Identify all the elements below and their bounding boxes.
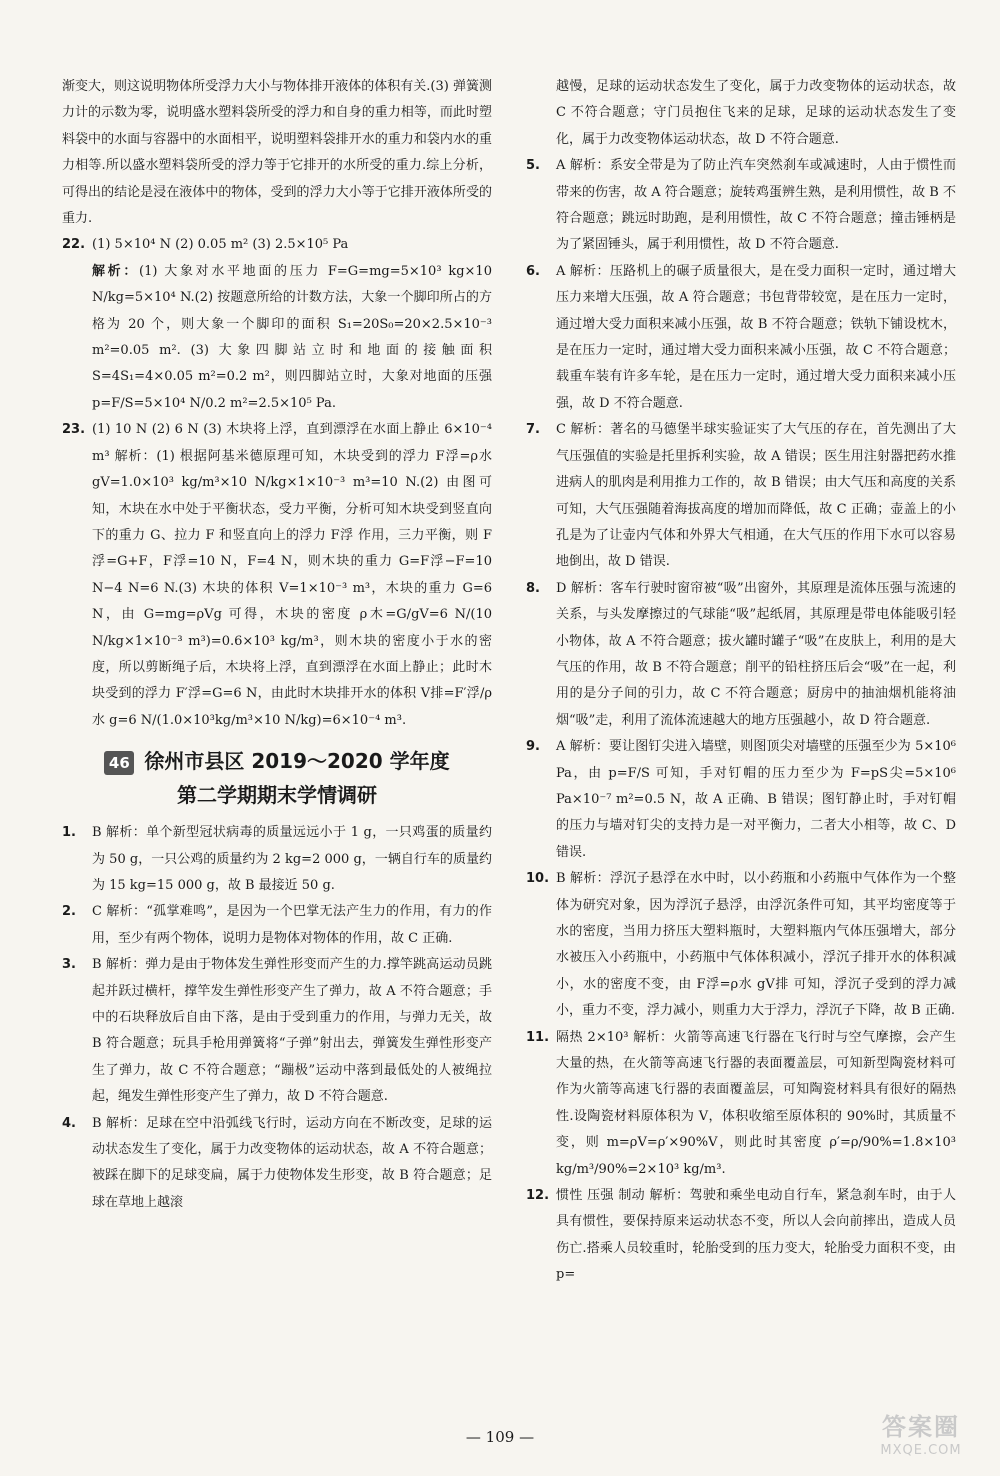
watermark-logo	[856, 1412, 986, 1468]
answer-item-4	[62, 1111, 492, 1217]
item-number: 22.	[62, 237, 86, 253]
item-text: 隔热 2×10³ 解析：火箭等高速飞行器在飞行时与空气摩擦，会产生大量的热，在火箭等高速飞行器的表面覆盖层，可知新型陶瓷材料可作为火箭等高速飞行器的表面覆盖层，可知陶瓷材料具有很好的隔热性.设陶瓷材料原体积为 V，体积收缩至原体积的 90%时，其质量不变，则 m=ρV=ρ′×90%V，则此时其密度 ρ′=ρ/90%=1.8×10³ kg/m³/90%=2×10³ kg/m³.	[556, 1029, 956, 1177]
analysis-text: (1) 大象对水平地面的压力 F=G=mg=5×10³ kg×10 N/kg=5×10⁴ N.(2) 按题意所给的计数方法，大象一个脚印所占的方格为 20 个，则大象一个脚印的面积 S₁=20S₀=20×2.5×10⁻³ m²=0.05 m². (3) 大象四脚站立时和地面的接触面积 S=4S₁=4×0.05 m²=0.2 m²，则四脚站立时，大象对地面的压强 p=F/S=5×10⁴ N/0.2 m²=2.5×10⁵ Pa.	[92, 263, 492, 411]
left-column	[62, 74, 492, 1216]
section-title-line2: 第二学期期末学情调研	[177, 783, 377, 808]
answer-item-22	[62, 232, 492, 258]
section-title-line1: 46 徐州市县区 2019～2020 学年度	[62, 744, 492, 778]
section-heading	[62, 744, 492, 812]
answer-item-9	[526, 734, 956, 866]
answer-item-10	[526, 866, 956, 1024]
answer-item-23	[62, 417, 492, 734]
item-text: 惯性 压强 制动 解析：驾驶和乘坐电动自行车，紧急刹车时，由于人具有惯性，要保持原来运动状态不变，所以人会向前摔出，造成人员伤亡.搭乘人员较重时，轮胎受到的压力变大，轮胎受力面积不变，由 p=	[556, 1188, 956, 1283]
item-text: B 解析：单个新型冠状病毒的质量远远小于 1 g，一只鸡蛋的质量约为 50 g，一只公鸡的质量约为 2 kg=2 000 g，一辆自行车的质量约为 15 kg=15 000 g，故 B 最接近 50 g.	[92, 825, 492, 893]
answer-item-5	[526, 153, 956, 259]
item-text: (1) 5×10⁴ N (2) 0.05 m² (3) 2.5×10⁵ Pa	[92, 237, 349, 253]
item-number: 1.	[62, 825, 76, 841]
right-column	[526, 74, 956, 1289]
item-number: 10.	[526, 871, 550, 887]
answer-item-2	[62, 899, 492, 952]
answer-item-12	[526, 1183, 956, 1289]
item-number: 12.	[526, 1188, 550, 1204]
item-text: A 解析：系安全带是为了防止汽车突然刹车或减速时，人由于惯性而带来的伤害，故 A 符合题意；旋转鸡蛋辨生熟，是利用惯性，故 B 不符合题意；跳远时助跑，是利用惯性，故 C 不符合题意；撞击锤柄是为了紧固锤头，属于利用惯性，故 D 不符合题意.	[556, 158, 956, 253]
item-text: C 解析：著名的马德堡半球实验证实了大气压的存在，首先测出了大气压强值的实验是托里拆利实验，故 A 错误；医生用注射器把药水推进病人的肌肉是利用推力工作的，故 B 错误；由大气压和高度的关系可知，大气压强随着海拔高度的增加而降低，故 C 正确；壶盖上的小孔是为了让壶内气体和外界大气相通，在大气压的作用下水可以容易地倒出，故 D 错误.	[556, 422, 956, 570]
item-text: A 解析：压路机上的碾子质量很大，是在受力面积一定时，通过增大压力来增大压强，故 A 符合题意；书包背带较宽，是在压力一定时，通过增大受力面积来减小压强，故 B 不符合题意；铁轨下铺设枕木，是在压力一定时，通过增大受力面积来减小压强，故 C 不符合题意；载重车装有许多车轮，是在压力一定时，通过增大受力面积来减小压强，故 D 不符合题意.	[556, 263, 956, 411]
item-text: B 解析：浮沉子悬浮在水中时，以小药瓶和小药瓶中气体作为一个整体为研究对象，因为浮沉子悬浮，由浮沉条件可知，其平均密度等于水的密度，当用力挤压大塑料瓶时，大塑料瓶内气体压强增大，部分水被压入小药瓶中，小药瓶中气体体积减小，浮沉子排开水的体积减小，水的密度不变，由 F浮=ρ水 gV排 可知，浮沉子受到的浮力减小，重力不变，浮力减小，则重力大于浮力，浮沉子下降，故 B 正确.	[556, 871, 956, 1019]
item-number: 11.	[526, 1029, 550, 1045]
item-text: B 解析：足球在空中沿弧线飞行时，运动方向在不断改变，足球的运动状态发生了变化，属于力改变物体的运动状态，故 A 不符合题意；被踩在脚下的足球变扁，属于力使物体发生形变，故 B 符合题意；足球在草地上越滚	[92, 1115, 492, 1210]
item-number: 9.	[526, 739, 540, 755]
watermark-url: MXQE.COM	[880, 1443, 962, 1458]
item-number: 7.	[526, 422, 540, 438]
continued-paragraph: 越慢，足球的运动状态发生了变化，属于力改变物体的运动状态，故 C 不符合题意；守门员抱住飞来的足球，足球的运动状态发生了变化，属于力改变物体运动状态，故 D 不符合题意.	[556, 79, 956, 147]
watermark-text: 答案圈	[882, 1413, 960, 1441]
item-text: D 解析：客车行驶时窗帘被“吸”出窗外，其原理是流体压强与流速的关系，与头发摩擦过的气球能“吸”起纸屑，其原理是带电体能吸引轻小物体，故 A 不符合题意；拔火罐时罐子“吸”在皮肤上，利用的是大气压的作用，故 B 不符合题意；削平的铅柱挤压后会“吸”在一起，利用的是分子间的引力，故 C 不符合题意；厨房中的抽油烟机能将油烟“吸”走，利用了流体流速越大的地方压强越小，故 D 符合题意.	[556, 580, 956, 728]
item-number: 3.	[62, 957, 76, 973]
answer-item-1	[62, 820, 492, 899]
item-number: 23.	[62, 422, 86, 438]
page-number: — 109 —	[465, 1428, 535, 1446]
item-number: 6.	[526, 263, 540, 279]
item-text: C 解析：“孤掌难鸣”，是因为一个巴掌无法产生力的作用，有力的作用，至少有两个物体，说明力是物体对物体的作用，故 C 正确.	[92, 904, 492, 946]
analysis-label: 解析：	[92, 263, 140, 279]
item-text: (1) 10 N (2) 6 N (3) 木块将上浮，直到漂浮在水面上静止 6×10⁻⁴ m³ 解析：(1) 根据阿基米德原理可知，木块受到的浮力 F浮=ρ水 gV=1.0×10³ kg/m³×10 N/kg×1×10⁻³ m³=10 N.(2) 由图可知，木块在水中处于平衡状态，受力平衡，分析可知木块受到竖直向下的重力 G、拉力 F 和竖直向上的浮力 F浮 作用，三力平衡，则 F浮=G+F，F浮=10 N，F=4 N，则木块的重力 G=F浮−F=10 N−4 N=6 N.(3) 木块的体积 V=1×10⁻³ m³，木块的重力 G=6 N，由 G=mg=ρVg 可得，木块的密度 ρ木=G/gV=6 N/(10 N/kg×1×10⁻³ m³)=0.6×10³ kg/m³，则木块的密度小于水的密度，所以剪断绳子后，木块将上浮，直到漂浮在水面上静止；此时木块受到的浮力 F′浮=G=6 N，由此时木块排开水的体积 V排=F′浮/ρ水 g=6 N/(1.0×10³kg/m³×10 N/kg)=6×10⁻⁴ m³.	[92, 422, 492, 728]
answer-item-8	[526, 576, 956, 734]
item-text: B 解析：弹力是由于物体发生弹性形变而产生的力.撑竿跳高运动员跳起并跃过横杆，撑竿发生弹性形变产生了弹力，故 A 不符合题意；手中的石块释放后自由下落，是由于受到重力的作用，与弹力无关，故 B 符合题意；玩具手枪用弹簧将“子弹”射出去，弹簧发生弹性形变产生了弹力，故 C 不符合题意；“蹦极”运动中落到最低处的人被绳拉起，绳发生弹性形变产生了弹力，故 D 不符合题意.	[92, 957, 492, 1105]
answer-item-3	[62, 952, 492, 1110]
item-number: 4.	[62, 1115, 76, 1131]
item-number: 8.	[526, 580, 540, 596]
item-number: 2.	[62, 904, 76, 920]
item-number: 5.	[526, 158, 540, 174]
answer-item-7	[526, 417, 956, 575]
paragraph: 渐变大，则这说明物体所受浮力大小与物体排开液体的体积有关.(3) 弹簧测力计的示数为零，说明盛水塑料袋所受的浮力和自身的重力相等，而此时塑料袋中的水面与容器中的水面相平，说明塑料袋排开水的重力和袋内水的重力相等.所以盛水塑料袋所受的浮力等于它排开的水所受的重力.综上分析，可得出的结论是浸在液体中的物体，受到的浮力大小等于它排开液体所受的重力.	[62, 79, 492, 227]
section-badge: 46	[104, 751, 134, 775]
item-text: A 解析：要让图钉尖进入墙壁，则图顶尖对墙壁的压强至少为 5×10⁶ Pa，由 p=F/S 可知，手对钉帽的压力至少为 F=pS尖=5×10⁶ Pa×10⁻⁷ m²=0.5 N，故 A 正确、B 错误；图钉静止时，手对钉帽的压力与墙对钉尖的支持力是一对平衡力，二者大小相等，故 C、D 错误.	[556, 739, 956, 860]
analysis-22	[62, 259, 492, 417]
answer-item-6	[526, 259, 956, 417]
answer-item-11	[526, 1025, 956, 1183]
